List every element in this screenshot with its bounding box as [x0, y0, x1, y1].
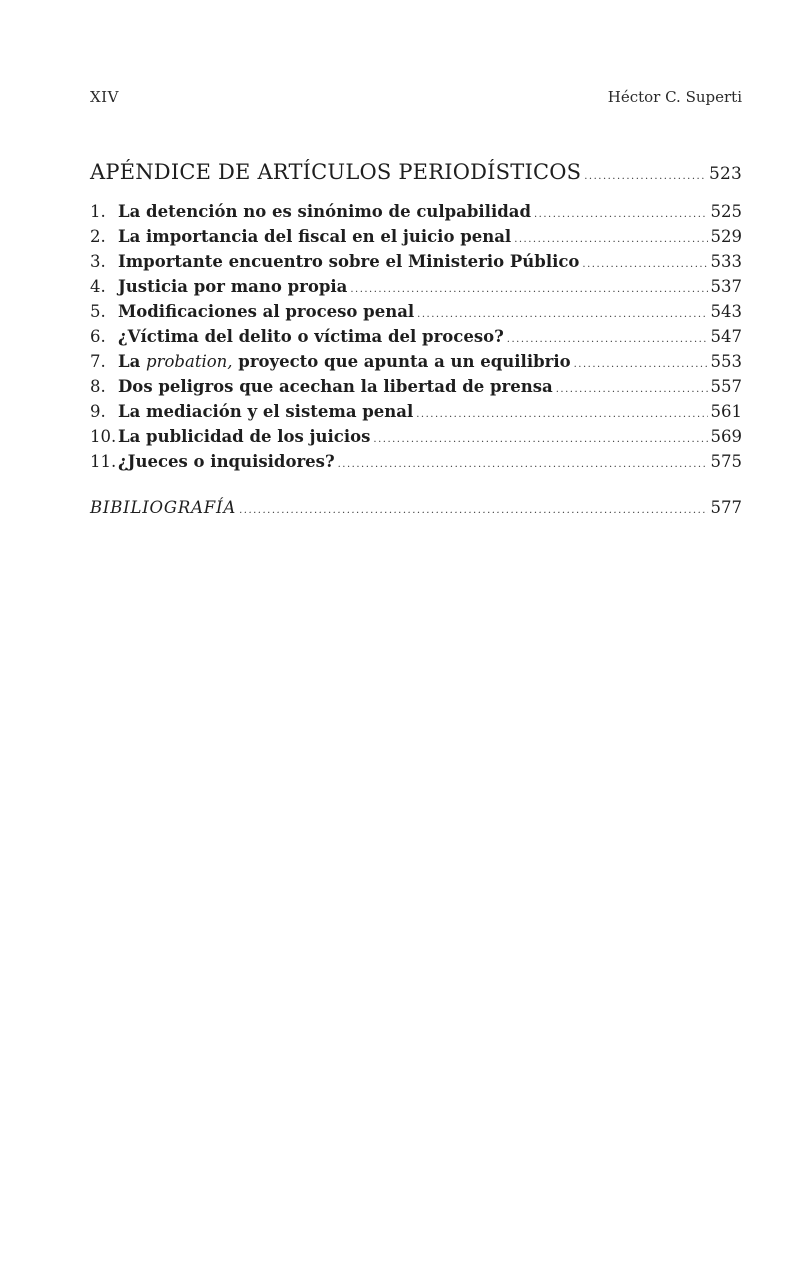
dot-leader	[373, 434, 707, 445]
entry-number: 3.	[90, 252, 106, 271]
toc-entry-2	[90, 227, 742, 252]
entry-page: 557	[710, 377, 742, 396]
entry-title: La detención no es sinónimo de culpabilidad	[118, 202, 531, 221]
entry-title: Justicia por mano propia	[118, 277, 348, 296]
dot-leader	[582, 259, 707, 270]
entry-title-start: La	[118, 352, 147, 371]
dot-leader	[350, 284, 707, 295]
entry-label	[90, 202, 531, 221]
entry-label	[90, 427, 370, 446]
entry-number: 8.	[90, 377, 106, 396]
entry-title: La publicidad de los juicios	[118, 427, 371, 446]
dot-leader	[514, 234, 707, 245]
bibliography-page: 577	[710, 498, 742, 517]
toc-entry-10	[90, 427, 742, 452]
dot-leader	[416, 409, 707, 420]
entry-label	[90, 327, 504, 346]
dot-leader	[534, 209, 708, 220]
entry-number: 9.	[90, 402, 106, 421]
entry-title: La mediación y el sistema penal	[118, 402, 414, 421]
appendix-page: 523	[708, 164, 742, 184]
entry-page: 533	[710, 252, 742, 271]
entry-page: 525	[710, 202, 742, 221]
entry-label	[90, 452, 335, 471]
entry-number: 7.	[90, 352, 106, 371]
entry-number: 10.	[90, 427, 117, 446]
toc-entry-6	[90, 327, 742, 352]
entry-page: 553	[710, 352, 742, 371]
entry-page: 547	[710, 327, 742, 346]
bibliography-title: BIBILIOGRAFÍA	[90, 498, 237, 517]
table-of-contents	[90, 160, 742, 517]
entry-title: ¿Víctima del delito o víctima del proceso?	[118, 327, 504, 346]
toc-entry-8	[90, 377, 742, 402]
dot-leader	[239, 505, 707, 516]
entry-number: 4.	[90, 277, 106, 296]
entry-label	[90, 352, 571, 371]
dot-leader	[338, 459, 708, 470]
entry-page: 543	[710, 302, 742, 321]
page-header	[90, 88, 742, 110]
toc-entry-7	[90, 352, 742, 377]
entry-page: 529	[710, 227, 742, 246]
entry-label	[90, 277, 347, 296]
entry-page: 537	[710, 277, 742, 296]
appendix-heading	[90, 160, 742, 190]
dot-leader	[507, 334, 708, 345]
entry-page: 575	[710, 452, 742, 471]
toc-entry-11	[90, 452, 742, 477]
toc-entry-4	[90, 277, 742, 302]
dot-leader	[556, 384, 708, 395]
entry-title: La importancia del fiscal en el juicio penal	[118, 227, 512, 246]
entry-label	[90, 252, 579, 271]
entry-title: Modificaciones al proceso penal	[118, 302, 415, 321]
toc-entry-1	[90, 202, 742, 227]
entry-title-end: proyecto que apunta a un equilibrio	[232, 352, 571, 371]
entry-label	[90, 302, 414, 321]
dot-leader	[417, 309, 707, 320]
entry-number: 11.	[90, 452, 117, 471]
entry-label	[90, 402, 413, 421]
bibliography-heading	[90, 498, 742, 517]
entry-number: 2.	[90, 227, 106, 246]
entry-title-italic: probation,	[146, 352, 233, 371]
page-number: XIV	[90, 88, 119, 106]
dot-leader	[584, 171, 706, 182]
dot-leader	[574, 359, 708, 370]
entry-number: 5.	[90, 302, 106, 321]
toc-entry-5	[90, 302, 742, 327]
entry-page: 569	[710, 427, 742, 446]
running-head-author: Héctor C. Superti	[607, 88, 742, 106]
appendix-title: APÉNDICE DE ARTÍCULOS PERIODÍSTICOS	[90, 160, 582, 184]
toc-entry-9	[90, 402, 742, 427]
appendix-entries	[90, 202, 742, 477]
toc-entry-3	[90, 252, 742, 277]
entry-page: 561	[710, 402, 742, 421]
entry-title: Dos peligros que acechan la libertad de prensa	[118, 377, 553, 396]
entry-number: 6.	[90, 327, 106, 346]
entry-title: ¿Jueces o inquisidores?	[118, 452, 335, 471]
entry-number: 1.	[90, 202, 106, 221]
entry-title: Importante encuentro sobre el Ministerio Público	[118, 252, 580, 271]
entry-label	[90, 227, 511, 246]
entry-label	[90, 377, 553, 396]
